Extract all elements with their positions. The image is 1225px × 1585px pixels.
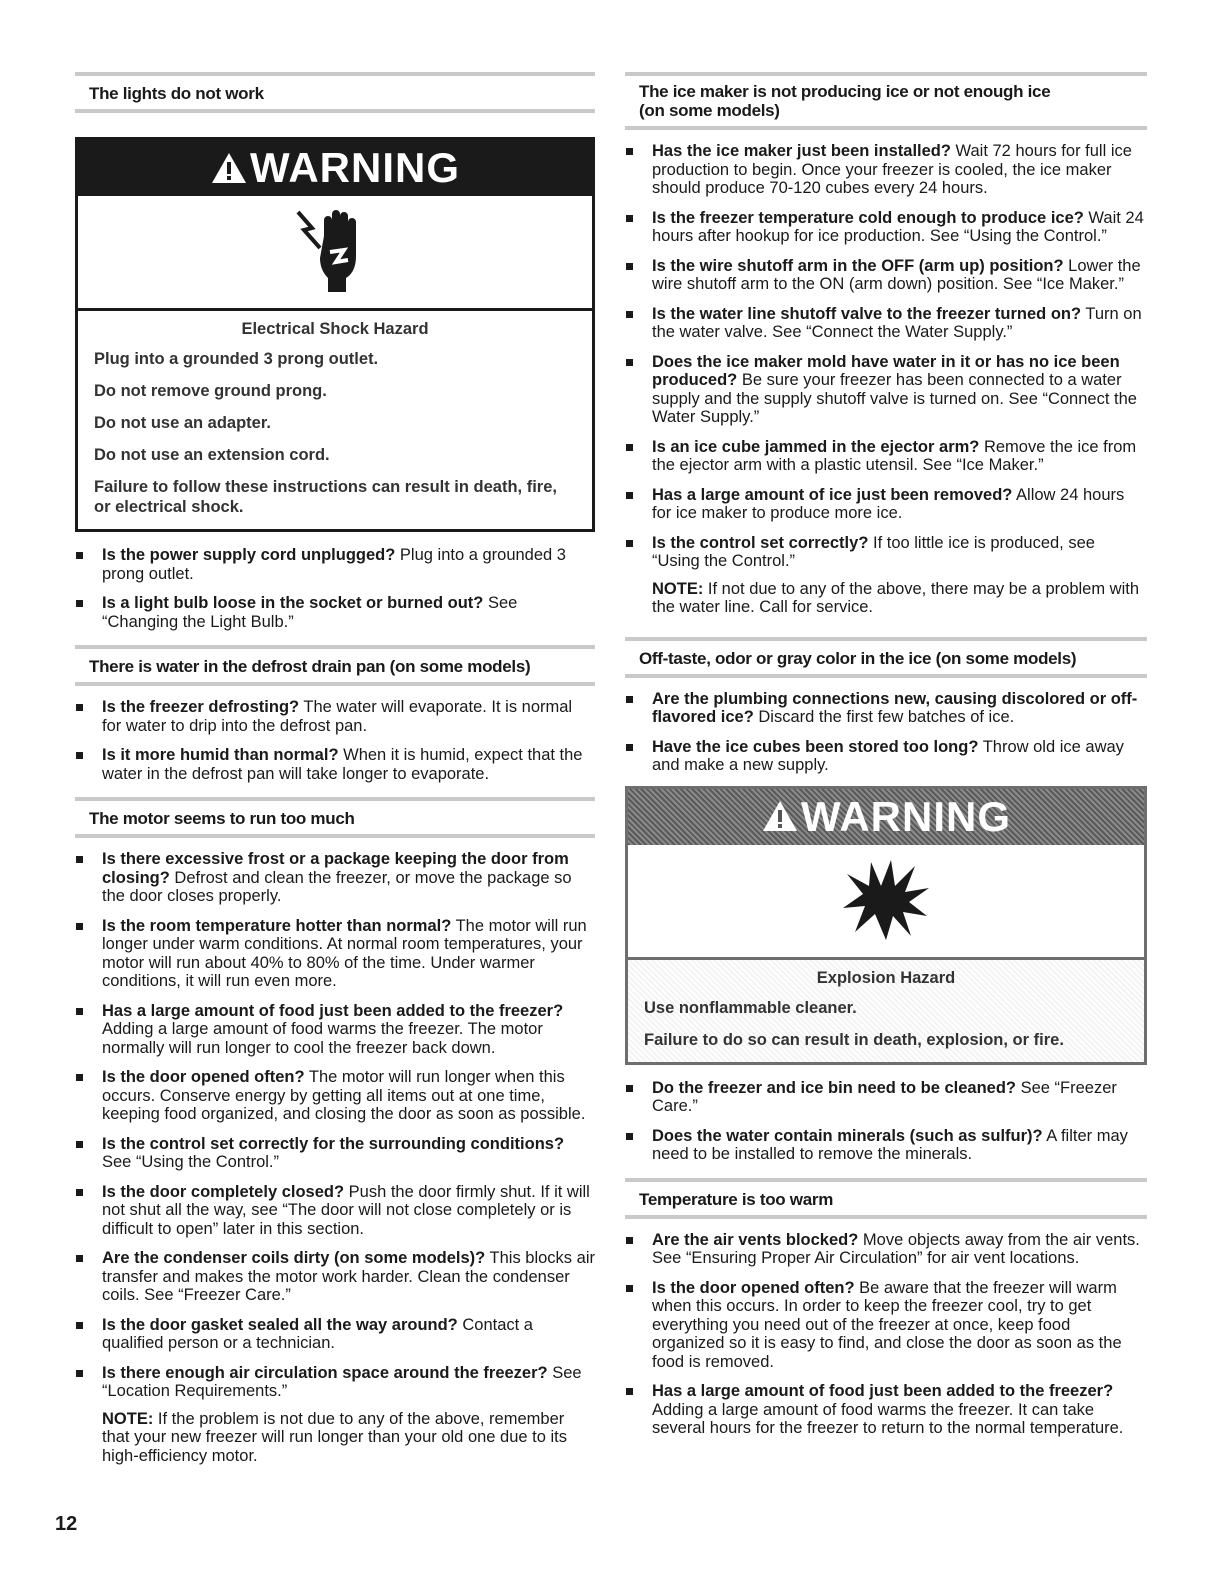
list-item: Has a large amount of food just been added to the freezer? Adding a large amount of food warms the freezer. It can take several hours for the freezer to return to the normal temperature.: [625, 1382, 1147, 1438]
water-list: [75, 698, 595, 783]
list-item: Does the water contain minerals (such as sulfur)? A filter may need to be installed to remove the minerals.: [625, 1127, 1147, 1164]
list-item: Is the freezer temperature cold enough to produce ice? Wait 24 hours after hookup for ice production. See “Using the Control.”: [625, 209, 1147, 246]
list-item: Is the freezer defrosting? The water will evaporate. It is normal for water to drip into the defrost pan.: [75, 698, 595, 735]
warning-label: WARNING: [801, 792, 1011, 840]
list-item: Is the water line shutoff valve to the freezer turned on? Turn on the water valve. See “Connect the Water Supply.”: [625, 305, 1147, 342]
list-item: Is the door opened often? The motor will run longer when this occurs. Conserve energy by getting all items out at one time, keeping food organized, and closing the door as soon as possible.: [75, 1068, 595, 1124]
lights-list: [75, 546, 595, 631]
taste-list-2: [625, 1079, 1147, 1164]
warning-triangle-icon: [210, 143, 248, 199]
list-item: Are the plumbing connections new, causing discolored or off-flavored ice? Discard the first few batches of ice.: [625, 690, 1147, 727]
list-item: Has the ice maker just been installed? Wait 72 hours for full ice production to begin. Once your freezer is cooled, the ice maker should produce 70-120 cubes every 24 hours.: [625, 142, 1147, 198]
list-item: Is there excessive frost or a package keeping the door from closing? Defrost and clean the freezer, or move the package so the door closes properly.: [75, 850, 595, 906]
left-column: [75, 72, 595, 1475]
list-item: Is the door gasket sealed all the way around? Contact a qualified person or a technician.: [75, 1316, 595, 1353]
list-item: Has a large amount of ice just been removed? Allow 24 hours for ice maker to produce more ice.: [625, 486, 1147, 523]
icemaker-list: [625, 142, 1147, 571]
warning-body: [628, 960, 1144, 1062]
warning-line: Failure to do so can result in death, explosion, or fire.: [644, 1030, 1064, 1049]
list-item: Is the power supply cord unplugged? Plug into a grounded 3 prong outlet.: [75, 546, 595, 583]
motor-list: [75, 850, 595, 1401]
list-item: Is the control set correctly? If too little ice is produced, see “Using the Control.”: [625, 534, 1147, 571]
list-item: Is the control set correctly for the surrounding conditions? See “Using the Control.”: [75, 1135, 595, 1172]
warning-line: Failure to follow these instructions can result in death, fire, or electrical shock.: [94, 478, 557, 516]
warm-list: [625, 1231, 1147, 1438]
list-item: Has a large amount of food just been added to the freezer? Adding a large amount of food warms the freezer. The motor normally will run longer to cool the freezer back down.: [75, 1002, 595, 1058]
warning-line: Use nonflammable cleaner.: [644, 998, 857, 1017]
warning-line: Plug into a grounded 3 prong outlet.: [94, 350, 379, 368]
right-column: [625, 72, 1147, 1449]
list-item: Is the wire shutoff arm in the OFF (arm up) position? Lower the wire shutoff arm to the ON (arm down) position. See “Ice Maker.”: [625, 257, 1147, 294]
list-item: Does the ice maker mold have water in it or has no ice been produced? Be sure your freezer has been connected to a water supply and the supply shutoff valve is turned on. See “Connect the Water Supply.”: [625, 353, 1147, 427]
hazard-title: Explosion Hazard: [816, 968, 956, 987]
list-item: Is the door completely closed? Push the door firmly shut. If it will not shut all the way, see “The door will not close completely or is difficult to open” later in this section.: [75, 1183, 595, 1239]
taste-list: [625, 690, 1147, 775]
warning-header: [78, 140, 592, 196]
explosion-icon: [841, 856, 931, 945]
warning-body: [78, 311, 592, 529]
section-heading-water: There is water in the defrost drain pan (on some models): [75, 645, 595, 686]
list-item: Is there enough air circulation space around the freezer? See “Location Requirements.”: [75, 1364, 595, 1401]
list-item: Is an ice cube jammed in the ejector arm? Remove the ice from the ejector arm with a plastic utensil. See “Ice Maker.”: [625, 438, 1147, 475]
section-heading-icemaker: The ice maker is not producing ice or not enough ice (on some models): [625, 72, 1147, 130]
icemaker-note: NOTE: If not due to any of the above, there may be a problem with the water line. Call for service.: [652, 579, 1140, 616]
warning-header: [628, 789, 1144, 845]
list-item: Have the ice cubes been stored too long? Throw old ice away and make a new supply.: [625, 738, 1147, 775]
warning-line: Do not remove ground prong.: [94, 382, 327, 400]
section-heading-lights: The lights do not work: [75, 72, 595, 113]
list-item: Is a light bulb loose in the socket or burned out? See “Changing the Light Bulb.”: [75, 594, 595, 631]
list-item: Is the room temperature hotter than normal? The motor will run longer under warm conditions. At normal room temperatures, your motor will run about 40% to 80% of the time. Under warmer conditions, it will run even more.: [75, 917, 595, 991]
list-item: Is it more humid than normal? When it is humid, expect that the water in the defrost pan will take longer to evaporate.: [75, 746, 595, 783]
list-item: Are the condenser coils dirty (on some models)? This blocks air transfer and makes the motor work harder. Clean the condenser coils. See “Freezer Care.”: [75, 1249, 595, 1305]
warning-pictogram: [628, 845, 1144, 960]
list-item: Do the freezer and ice bin need to be cleaned? See “Freezer Care.”: [625, 1079, 1147, 1116]
electrical-shock-icon: [290, 206, 380, 299]
warning-label: WARNING: [250, 144, 460, 191]
warning-pictogram: [78, 196, 592, 311]
section-heading-motor: The motor seems to run too much: [75, 797, 595, 838]
hazard-title: Electrical Shock Hazard: [241, 320, 429, 338]
warning-box-explosion: [625, 786, 1147, 1065]
section-heading-taste: Off-taste, odor or gray color in the ice (on some models): [625, 637, 1147, 678]
list-item: Is the door opened often? Be aware that the freezer will warm when this occurs. In order to keep the freezer cool, try to get everything you need out of the freezer at once, keep food organized so it is easy to find, and close the door as soon as the food is removed.: [625, 1279, 1147, 1372]
page-number: 12: [55, 1513, 78, 1535]
motor-note: NOTE: If the problem is not due to any of the above, remember that your new freezer will run longer than your old one due to its high-efficiency motor.: [102, 1409, 568, 1465]
list-item: Are the air vents blocked? Move objects away from the air vents. See “Ensuring Proper Air Circulation” for air vent locations.: [625, 1231, 1147, 1268]
warning-line: Do not use an adapter.: [94, 414, 271, 432]
section-heading-warm: Temperature is too warm: [625, 1178, 1147, 1219]
warning-triangle-icon: [761, 791, 799, 847]
warning-line: Do not use an extension cord.: [94, 446, 330, 464]
warning-box-electrical: [75, 137, 595, 532]
